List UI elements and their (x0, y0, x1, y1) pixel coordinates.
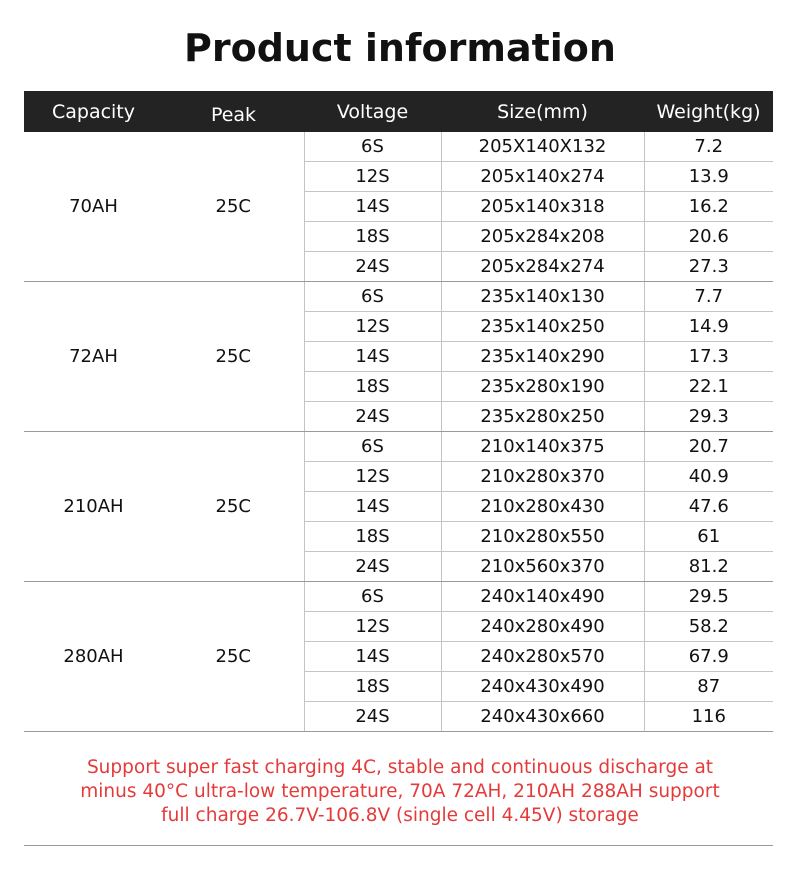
peak-cell: 25C (163, 132, 304, 282)
voltage-cell: 6S (304, 432, 441, 462)
size-cell: 210x280x370 (441, 462, 644, 492)
voltage-cell: 12S (304, 312, 441, 342)
weight-cell: 22.1 (644, 372, 773, 402)
size-cell: 240x430x660 (441, 702, 644, 732)
size-cell: 210x140x375 (441, 432, 644, 462)
peak-cell: 25C (163, 582, 304, 732)
peak-cell: 25C (163, 432, 304, 582)
voltage-cell: 14S (304, 192, 441, 222)
voltage-cell: 12S (304, 462, 441, 492)
size-cell: 240x280x490 (441, 612, 644, 642)
table-row (24, 282, 773, 312)
table-row (24, 132, 773, 162)
voltage-cell: 24S (304, 552, 441, 582)
voltage-cell: 6S (304, 582, 441, 612)
size-cell: 205x284x208 (441, 222, 644, 252)
voltage-cell: 14S (304, 492, 441, 522)
weight-cell: 27.3 (644, 252, 773, 282)
table-body (24, 132, 773, 732)
voltage-cell: 18S (304, 372, 441, 402)
size-cell: 240x140x490 (441, 582, 644, 612)
weight-cell: 16.2 (644, 192, 773, 222)
peak-cell: 25C (163, 282, 304, 432)
size-cell: 235x140x250 (441, 312, 644, 342)
page-title: Product information (184, 26, 616, 70)
weight-cell: 29.5 (644, 582, 773, 612)
size-cell: 235x140x130 (441, 282, 644, 312)
spec-table (24, 91, 773, 732)
weight-cell: 7.7 (644, 282, 773, 312)
weight-cell: 116 (644, 702, 773, 732)
note-line: Support super fast charging 4C, stable and continuous discharge at (86, 757, 714, 778)
capacity-cell: 70AH (24, 132, 163, 282)
size-cell: 235x280x190 (441, 372, 644, 402)
size-cell: 210x280x550 (441, 522, 644, 552)
table-header (24, 91, 773, 132)
header-weight: Weight(kg) (644, 91, 773, 132)
weight-cell: 61 (644, 522, 773, 552)
size-cell: 240x430x490 (441, 672, 644, 702)
weight-cell: 67.9 (644, 642, 773, 672)
table-row (24, 432, 773, 462)
bottom-divider (24, 845, 773, 846)
voltage-cell: 14S (304, 342, 441, 372)
weight-cell: 14.9 (644, 312, 773, 342)
weight-cell: 7.2 (644, 132, 773, 162)
size-cell: 205x140x274 (441, 162, 644, 192)
header-row (24, 91, 773, 132)
charging-note (40, 756, 760, 828)
weight-cell: 40.9 (644, 462, 773, 492)
weight-cell: 13.9 (644, 162, 773, 192)
weight-cell: 17.3 (644, 342, 773, 372)
capacity-cell: 72AH (24, 282, 163, 432)
size-cell: 210x560x370 (441, 552, 644, 582)
weight-cell: 47.6 (644, 492, 773, 522)
voltage-cell: 18S (304, 522, 441, 552)
header-capacity: Capacity (24, 91, 163, 132)
voltage-cell: 24S (304, 252, 441, 282)
capacity-cell: 210AH (24, 432, 163, 582)
weight-cell: 58.2 (644, 612, 773, 642)
weight-cell: 29.3 (644, 402, 773, 432)
voltage-cell: 18S (304, 222, 441, 252)
size-cell: 235x140x290 (441, 342, 644, 372)
weight-cell: 87 (644, 672, 773, 702)
weight-cell: 81.2 (644, 552, 773, 582)
note-line: full charge 26.7V-106.8V (single cell 4.45V) storage (161, 805, 639, 826)
voltage-cell: 24S (304, 402, 441, 432)
size-cell: 210x280x430 (441, 492, 644, 522)
size-cell: 205X140X132 (441, 132, 644, 162)
capacity-cell: 280AH (24, 582, 163, 732)
table-row (24, 582, 773, 612)
size-cell: 240x280x570 (441, 642, 644, 672)
weight-cell: 20.6 (644, 222, 773, 252)
voltage-cell: 6S (304, 282, 441, 312)
weight-cell: 20.7 (644, 432, 773, 462)
header-size: Size(mm) (441, 91, 644, 132)
header-voltage: Voltage (304, 91, 441, 132)
size-cell: 205x284x274 (441, 252, 644, 282)
voltage-cell: 18S (304, 672, 441, 702)
header-peak: Peak (163, 91, 304, 132)
voltage-cell: 6S (304, 132, 441, 162)
voltage-cell: 24S (304, 702, 441, 732)
note-line: minus 40°C ultra-low temperature, 70A 72AH, 210AH 288AH support (80, 781, 720, 802)
size-cell: 235x280x250 (441, 402, 644, 432)
voltage-cell: 12S (304, 162, 441, 192)
voltage-cell: 14S (304, 642, 441, 672)
voltage-cell: 12S (304, 612, 441, 642)
size-cell: 205x140x318 (441, 192, 644, 222)
